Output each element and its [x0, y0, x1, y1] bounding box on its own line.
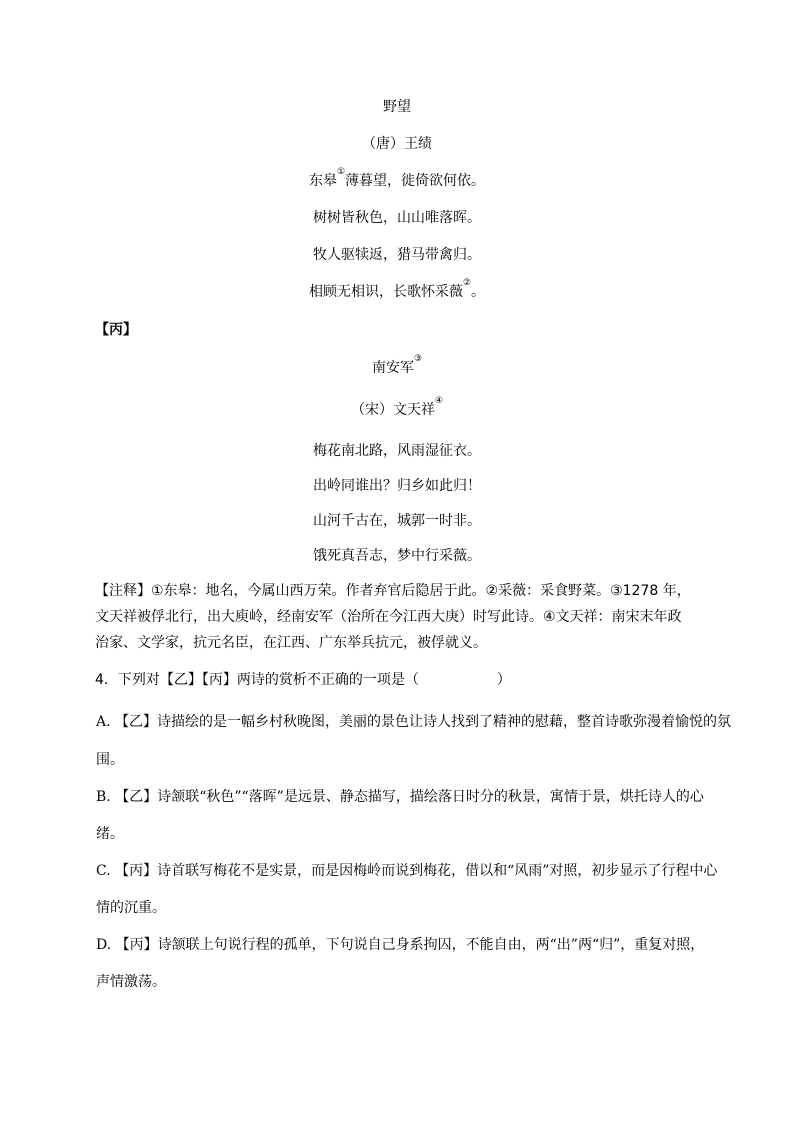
note-marker: ④ [434, 396, 444, 406]
line-text: 薄暮望，徙倚欲何依。 [345, 173, 486, 189]
line-text: 树树皆秋色，山山唯落晖。 [313, 210, 481, 226]
line-text: 相顾无相识，长歌怀采薇 [308, 284, 463, 300]
option-d-line-2: 声情激荡。 [96, 974, 166, 990]
line-text: 东皋 [308, 173, 337, 189]
poem-bing-title [0, 354, 794, 377]
author-text: （宋）文天祥 [350, 402, 435, 418]
poem-yi-line-2 [0, 207, 794, 227]
option-d-line-1: D. 【丙】诗颔联上句说行程的孤单，下句说自己身系拘囚，不能自由，两“出”两“归”，重复对照， [96, 937, 705, 953]
notes-line-2: 文天祥被俘北行，出大庾岭，经南安军（治所在今江西大庚）时写此诗。④文天祥：南宋末年政 [95, 609, 682, 625]
option-b-line-1: B. 【乙】诗颔联“秋色”“落晖”是远景、静态描写，描绘落日时分的秋景，寓情于景，烘托诗人的心 [96, 789, 704, 805]
note-marker: ③ [413, 354, 423, 364]
poem-yi-line-1 [0, 167, 794, 190]
poem-bing-line-3: 山河千古在，城郭一时非。 [313, 513, 481, 529]
question-stem [95, 669, 511, 689]
notes-line-1: 【注释】①东皋：地名，今属山西万荣。作者弃官后隐居于此。②采薇：采食野菜。③1278 年， [95, 583, 691, 599]
note-marker: ② [462, 278, 472, 288]
line-text: 牧人驱犊返，猎马带禽归。 [313, 247, 481, 263]
poem-bing-line-4: 饿死真吾志，梦中行采薇。 [313, 548, 481, 564]
poem-yi-author: （唐）王绩 [362, 136, 432, 152]
note-marker: ① [336, 167, 346, 177]
option-b-line-2: 绪。 [96, 826, 124, 842]
question-text: 4．下列对【乙】【丙】两诗的赏析不正确的一项是（ [95, 672, 419, 688]
option-a-line-2: 围。 [96, 752, 124, 768]
line-text: 。 [471, 284, 486, 300]
option-c-line-1: C. 【丙】诗首联写梅花不是实景，而是因梅岭而说到梅花，借以和“风雨”对照，初步显示了行程中心 [96, 863, 718, 879]
option-c-line-2: 情的沉重。 [96, 900, 166, 916]
notes-line-3: 治家、文学家，抗元名臣，在江西、广东举兵抗元，被俘就义。 [95, 635, 487, 651]
title-text: 南安军 [371, 360, 414, 376]
poem-yi-line-4 [0, 278, 794, 301]
poem-yi-line-3 [0, 244, 794, 264]
question-paren-close: ） [496, 672, 511, 688]
poem-bing-line-1: 梅花南北路，风雨湿征衣。 [313, 443, 481, 459]
poem-bing-author [0, 396, 794, 419]
option-a-line-1: A. 【乙】诗描绘的是一幅乡村秋晚图，美丽的景色让诗人找到了精神的慰藉，整首诗歌弥漫着愉悦的氛 [96, 714, 732, 730]
poem-bing-line-2: 出岭同谁出？归乡如此归！ [313, 478, 481, 494]
poem-yi-title: 野望 [383, 99, 411, 115]
poem-bing-marker: 【丙】 [95, 322, 137, 338]
